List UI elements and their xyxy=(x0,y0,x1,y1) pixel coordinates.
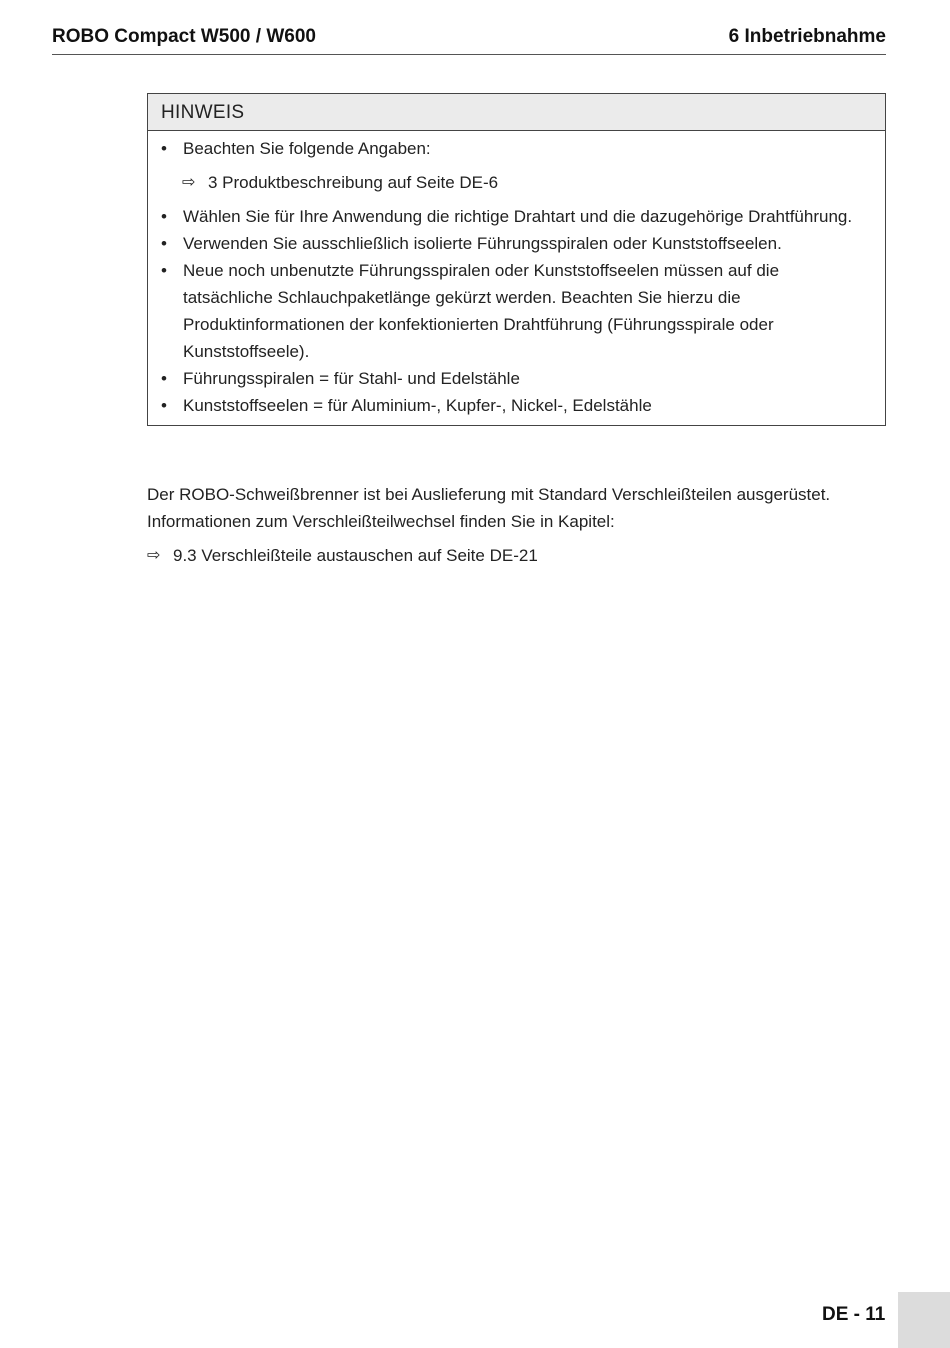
notice-bullet-item xyxy=(160,203,873,230)
body-paragraph: Der ROBO-Schweißbrenner ist bei Auslieferung mit Standard Verschleißteilen ausgerüstet. Informationen zum Verschleißteilwechsel finden Sie in Kapitel: xyxy=(147,485,831,531)
bullet-icon: • xyxy=(161,234,167,253)
notice-bullet-item xyxy=(160,392,873,419)
header-chapter-title: 6 Inbetriebnahme xyxy=(728,26,886,47)
notice-bullet-text: Neue noch unbenutzte Führungsspiralen oder Kunststoffseelen müssen auf die tatsächliche Schlauchpaketlänge gekürzt werden. Beachten Sie hierzu die Produktinformationen der konfektionierten Drahtführung (Führungsspirale oder Kunststoffseele). xyxy=(183,261,780,361)
notice-bullet-text: Wählen Sie für Ihre Anwendung die richtige Drahtart und die dazugehörige Drahtführung. xyxy=(183,207,853,226)
bullet-icon: • xyxy=(161,261,167,280)
page-header xyxy=(52,26,886,55)
body-section xyxy=(147,481,887,569)
bullet-icon: • xyxy=(161,369,167,388)
header-document-title: ROBO Compact W500 / W600 xyxy=(52,26,316,47)
body-reference-link[interactable]: 9.3 Verschleißteile austauschen auf Seite DE-21 xyxy=(173,546,538,565)
notice-bullet-item xyxy=(160,365,873,392)
arrow-right-icon: ⇨ xyxy=(147,547,161,564)
notice-body xyxy=(148,131,885,425)
page-number: DE - 11 xyxy=(822,1304,886,1325)
bullet-icon: • xyxy=(161,139,167,158)
notice-bullet-item xyxy=(160,135,873,162)
notice-bullet-text: Beachten Sie folgende Angaben: xyxy=(183,139,431,158)
notice-title: HINWEIS xyxy=(148,94,885,131)
arrow-right-icon: ⇨ xyxy=(182,174,196,191)
bullet-icon: • xyxy=(161,396,167,415)
page-corner-tab xyxy=(898,1292,950,1348)
body-cross-reference[interactable] xyxy=(147,542,887,569)
notice-box xyxy=(147,93,886,426)
notice-bullet-text: Verwenden Sie ausschließlich isolierte Führungsspiralen oder Kunststoffseelen. xyxy=(183,234,782,253)
notice-bullet-item xyxy=(160,257,873,365)
notice-bullet-text: Kunststoffseelen = für Aluminium-, Kupfer-, Nickel-, Edelstähle xyxy=(183,396,652,415)
notice-cross-reference[interactable] xyxy=(160,169,873,196)
notice-bullet-text: Führungsspiralen = für Stahl- und Edelstähle xyxy=(183,369,520,388)
notice-reference-link[interactable]: 3 Produktbeschreibung auf Seite DE-6 xyxy=(208,173,499,192)
notice-bullet-item xyxy=(160,230,873,257)
bullet-icon: • xyxy=(161,207,167,226)
